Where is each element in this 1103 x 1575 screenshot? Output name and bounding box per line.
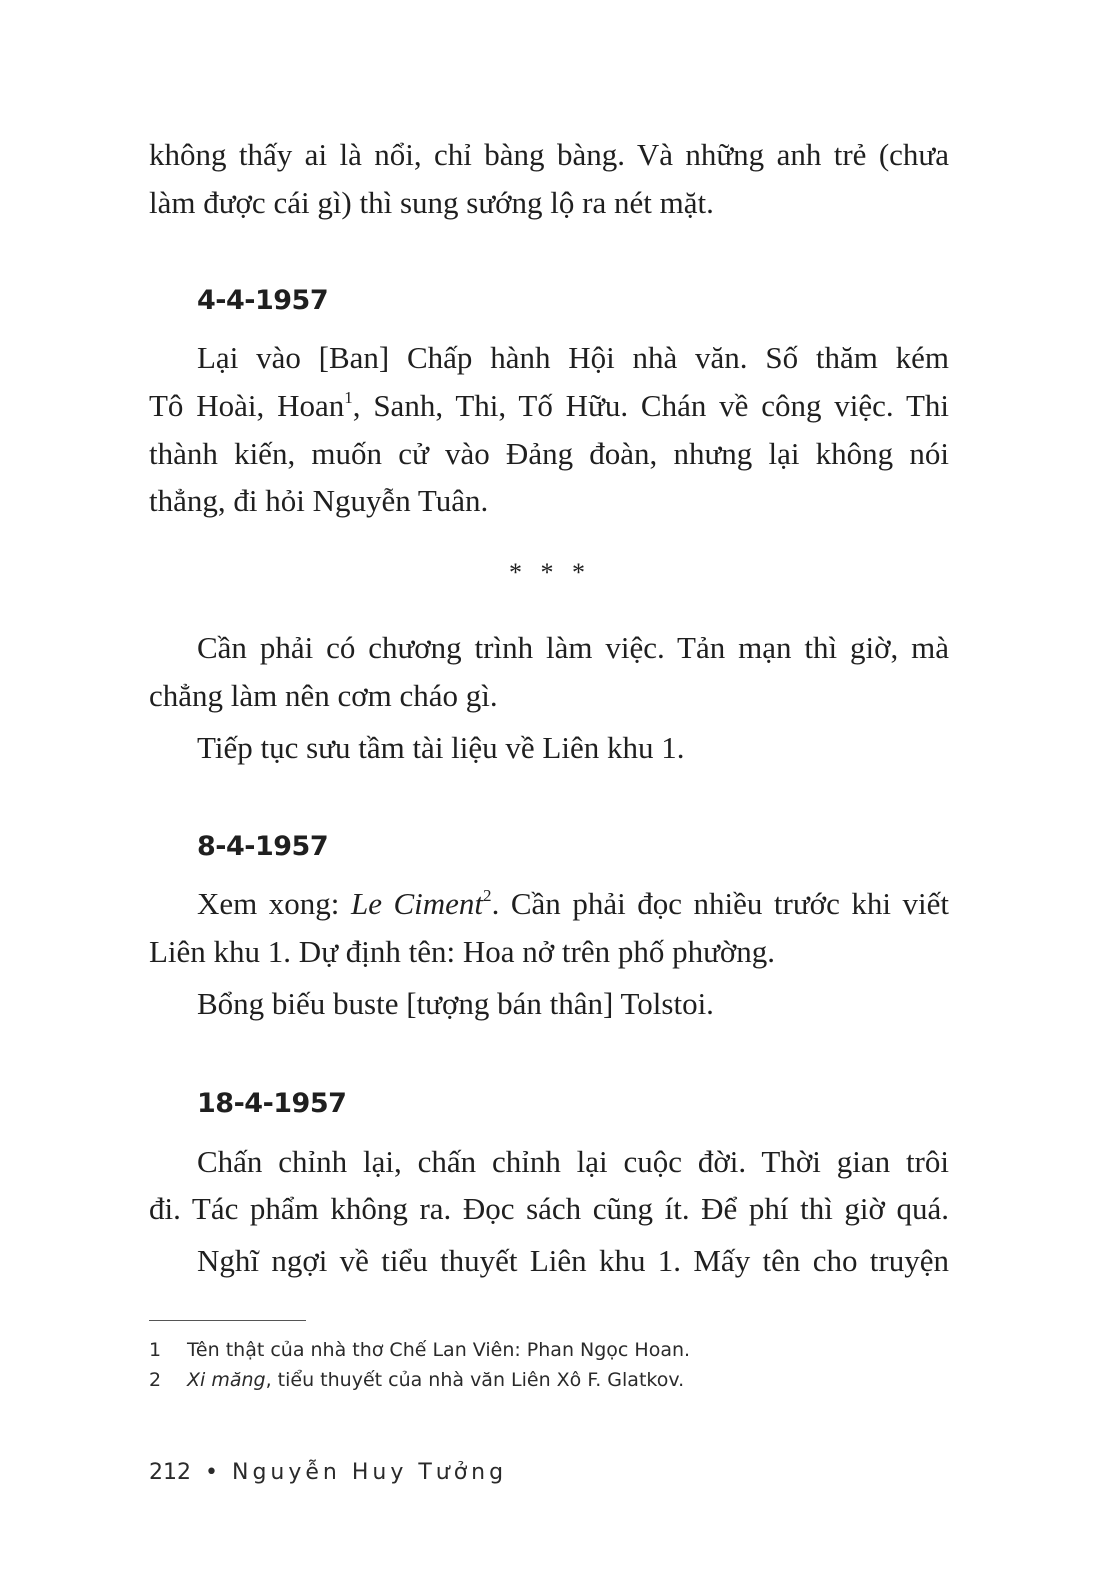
page-footer [149, 1458, 507, 1488]
body-line: không thấy ai là nổi, chỉ bàng bàng. Và những anh trẻ (chưa [149, 137, 949, 172]
body-line: chẳng làm nên cơm cháo gì. [149, 678, 498, 713]
footnote-ref: 2 [483, 886, 492, 906]
body-line: thẳng, đi hỏi Nguyễn Tuân. [149, 483, 489, 518]
book-title: Le Ciment [350, 886, 484, 921]
section-separator: * * * [509, 558, 591, 587]
author-name: Nguyễn Huy Tưởng [231, 1460, 508, 1485]
text-fragment: Tô Hoài, Hoan [149, 388, 345, 423]
footnote [149, 1367, 684, 1393]
footnote-text: Tên thật của nhà thơ Chế Lan Viên: Phan Ngọc Hoan. [187, 1339, 691, 1361]
text-fragment: , Sanh, Thi, Tố Hữu. Chán về công việc. Thi [352, 388, 949, 423]
body-line: Lại vào [Ban] Chấp hành Hội nhà văn. Số thăm kém [197, 340, 949, 375]
footnote-number: 1 [149, 1339, 162, 1361]
footnote-ref: 1 [344, 388, 353, 408]
body-line: làm được cái gì) thì sung sướng lộ ra nét mặt. [149, 185, 714, 220]
footnote [149, 1337, 690, 1363]
entry-date: 4-4-1957 [197, 285, 329, 316]
body-line: Tiếp tục sưu tầm tài liệu về Liên khu 1. [197, 730, 685, 765]
text-fragment: . Cần phải đọc nhiều trước khi viết [491, 886, 949, 921]
footnote-title: Xi măng [187, 1369, 266, 1391]
body-line: Bổng biếu buste [tượng bán thân] Tolstoi. [197, 986, 714, 1021]
page-number: 212 [149, 1460, 191, 1485]
body-line [149, 386, 949, 426]
body-line: Nghĩ ngợi về tiểu thuyết Liên khu 1. Mấy tên cho truyện [197, 1243, 949, 1278]
body-line: Cần phải có chương trình làm việc. Tản mạn thì giờ, mà [197, 630, 949, 665]
footnote-text: , tiểu thuyết của nhà văn Liên Xô F. Glatkov. [265, 1369, 685, 1391]
body-line [197, 884, 949, 924]
entry-date: 18-4-1957 [197, 1088, 347, 1119]
footer-bullet: • [205, 1460, 218, 1485]
body-line: Chấn chỉnh lại, chấn chỉnh lại cuộc đời. Thời gian trôi [197, 1144, 949, 1179]
body-line: đi. Tác phẩm không ra. Đọc sách cũng ít. Để phí thì giờ quá. [149, 1191, 949, 1226]
footnote-divider [149, 1320, 306, 1321]
body-line: Liên khu 1. Dự định tên: Hoa nở trên phố phường. [149, 934, 776, 969]
footnote-number: 2 [149, 1369, 162, 1391]
entry-date: 8-4-1957 [197, 831, 329, 862]
body-line: thành kiến, muốn cử vào Đảng đoàn, nhưng lại không nói [149, 436, 949, 471]
text-fragment: Xem xong: [197, 886, 351, 921]
